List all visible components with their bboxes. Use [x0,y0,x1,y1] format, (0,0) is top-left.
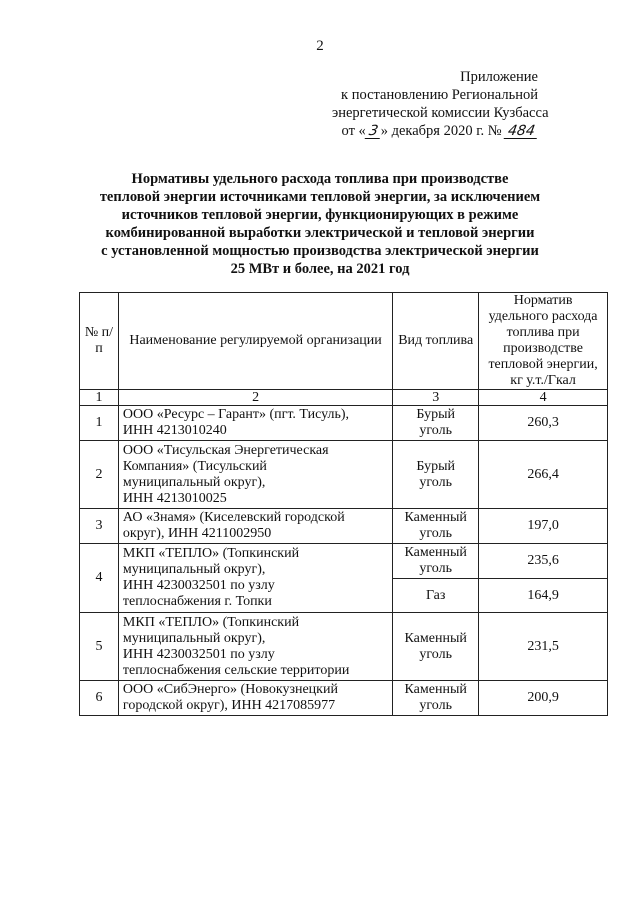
org-line: АО «Знамя» (Киселевский городской [122,510,345,525]
title-line: с установленной мощностью производства электрической энергии [101,243,539,259]
org-line: Компания» (Тисульский [122,458,267,474]
fuel-line: Бурый [416,458,455,474]
handwritten-number: 484 [504,124,539,139]
norm-value: 266,4 [479,441,608,509]
fuel-type [393,681,479,716]
org-name [118,509,392,544]
fuel-type [393,544,479,579]
org-line: городской округ), ИНН 4217085977 [122,698,336,713]
title-line: комбинированной выработки электрической и тепловой энергии [105,225,535,241]
appendix-date-line [332,122,538,140]
fuel-type [393,441,479,509]
row-number: 1 [80,406,119,441]
norm-value: 260,3 [479,406,608,441]
row-number: 3 [80,509,119,544]
org-line: ООО «Ресурс – Гарант» (пгт. Тисуль), [122,407,350,422]
org-line: теплоснабжения сельские территории [122,662,350,678]
fuel-type [393,613,479,681]
org-line: ООО «СибЭнерго» (Новокузнецкий [122,682,338,697]
table-row [80,681,608,716]
appendix-block [332,68,549,140]
fuel-line: Бурый [416,407,455,422]
appendix-date-prefix: от « [341,123,366,139]
fuel-type [393,509,479,544]
column-number-row [80,390,608,406]
org-line: ИНН 4213010240 [122,423,227,438]
title-line: Нормативы удельного расхода топлива при производстве [131,171,509,187]
row-number: 5 [80,613,119,681]
appendix-commission-line: энергетической комиссии Кузбасса [332,105,549,121]
row-number: 4 [80,544,119,613]
appendix-title: Приложение [460,69,538,85]
org-line: теплоснабжения г. Топки [122,594,272,609]
table-row [80,441,608,509]
fuel-line: уголь [419,423,452,438]
fuel-line: уголь [419,698,452,713]
table-row [80,613,608,681]
fuel-line: Каменный [404,682,467,697]
org-line: МКП «ТЕПЛО» (Топкинский [122,546,300,561]
norms-table [79,292,608,716]
org-name [118,441,392,509]
fuel-type: Газ [393,579,479,613]
title-line: источников тепловой энергии, функционирующих в режиме [121,207,519,223]
fuel-line: Каменный [404,630,467,646]
org-line: ИНН 4230032501 по узлу [122,646,275,662]
fuel-line: уголь [419,526,452,541]
appendix-resolution-line: к постановлению Региональной [341,87,538,103]
org-name [118,681,392,716]
org-line: муниципальный округ), [122,630,266,646]
org-line: ИНН 4230032501 по узлу [122,578,275,593]
table-body [80,406,608,716]
fuel-line: уголь [419,474,452,490]
org-name [118,613,392,681]
org-name [118,544,392,613]
norm-value: 197,0 [479,509,608,544]
header-num: № п/п [80,293,119,390]
org-line: округ), ИНН 4211002950 [122,526,272,541]
fuel-line: уголь [419,646,452,662]
header-norm: Норматив удельного расхода топлива при производстве тепловой энергии, кг у.т./Гкал [479,293,608,390]
org-line: муниципальный округ), [122,474,266,490]
appendix-date-middle: » декабря 2020 г. № [380,123,502,139]
header-org: Наименование регулируемой организации [118,293,392,390]
column-number: 1 [80,390,119,406]
org-line: ИНН 4213010025 [122,490,227,506]
org-line: МКП «ТЕПЛО» (Топкинский [122,614,300,630]
norm-value: 235,6 [479,544,608,579]
norm-value: 164,9 [479,579,608,613]
table-header-row [80,293,608,390]
column-number: 2 [118,390,392,406]
row-number: 2 [80,441,119,509]
org-name [118,406,392,441]
page-number: 2 [316,38,324,54]
row-number: 6 [80,681,119,716]
fuel-line: Каменный [404,545,467,560]
column-number: 3 [393,390,479,406]
fuel-line: Каменный [404,510,467,525]
table-row [80,544,608,579]
fuel-line: уголь [419,561,452,576]
norm-value: 200,9 [479,681,608,716]
table-row [80,509,608,544]
handwritten-day: 3 [364,124,382,139]
document-title [90,170,550,278]
org-line: ООО «Тисульская Энергетическая [122,442,329,458]
norm-value: 231,5 [479,613,608,681]
table-row [80,406,608,441]
header-fuel: Вид топлива [393,293,479,390]
title-line: тепловой энергии источниками тепловой энергии, за исключением [99,189,541,205]
title-line: 25 МВт и более, на 2021 год [230,261,410,277]
column-number: 4 [479,390,608,406]
fuel-type [393,406,479,441]
org-line: муниципальный округ), [122,562,266,577]
